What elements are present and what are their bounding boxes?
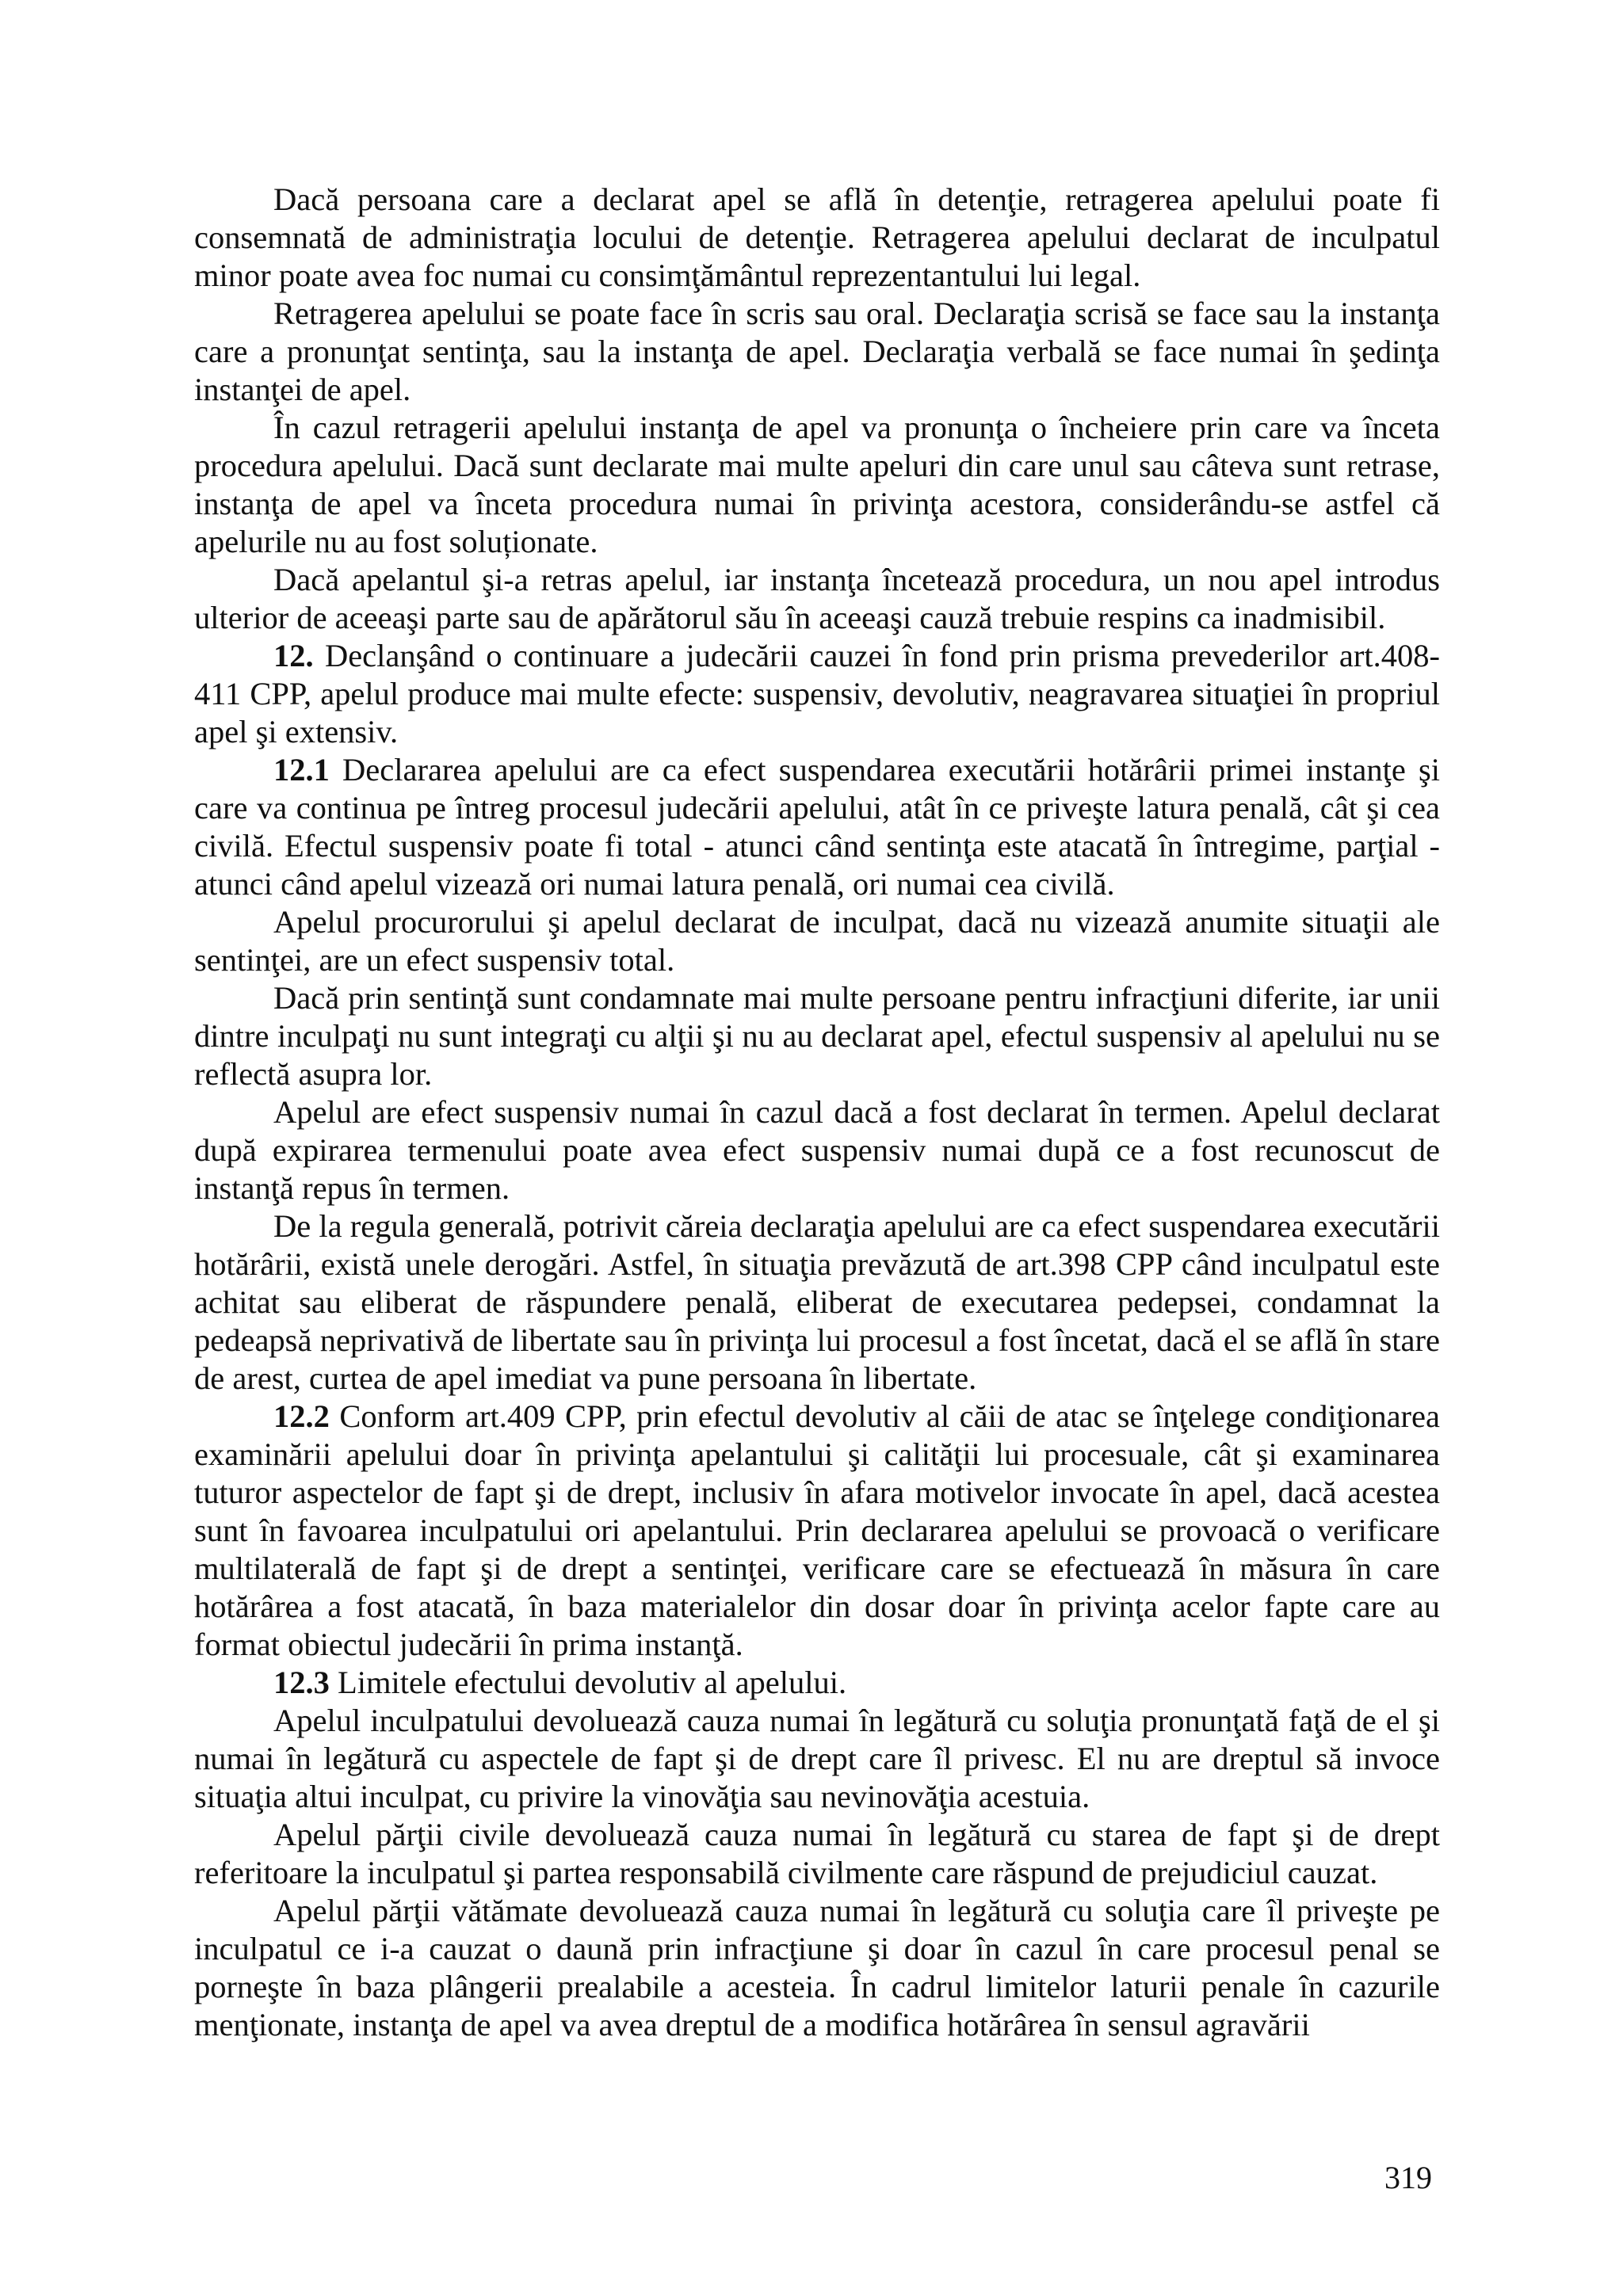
paragraph: [194, 637, 1440, 751]
section-number: 12.3: [273, 1665, 330, 1700]
paragraph: [194, 979, 1440, 1093]
paragraph-text: Limitele efectului devolutiv al apelului.: [329, 1665, 847, 1700]
paragraph-text: Declararea apelului are ca efect suspendarea executării hotărârii primei instanţe şi care va continua pe întreg procesul judecării apelului, atât în ce priveşte latura penală, cât şi cea civilă. Efectul suspensiv poate fi total - atunci când sentinţa este atacată în întregime, parţial - atunci când apelul vizează ori numai latura penală, ori numai cea civilă.: [194, 752, 1440, 902]
page-body: [194, 181, 1440, 2044]
paragraph-text: Dacă persoana care a declarat apel se află în detenţie, retragerea apelului poate fi consemnată de administraţia locului de detenţie. Retragerea apelului declarat de inculpatul minor poate avea foc numai cu consimţământul reprezentantului lui legal.: [194, 181, 1440, 293]
paragraph-text: Retragerea apelului se poate face în scris sau oral. Declaraţia scrisă se face sau la instanţa care a pronunţat sentinţa, sau la instanţa de apel. Declaraţia verbală se face numai în şedinţa instanţei de apel.: [194, 296, 1440, 407]
section-number: 12.1: [273, 752, 330, 788]
paragraph-text: În cazul retragerii apelului instanţa de apel va pronunţa o încheiere prin care va înceta procedura apelului. Dacă sunt declarate mai multe apeluri din care unul sau câteva sunt retrase, instanţa de apel va înceta procedura numai în privinţa acestora, considerându-se astfel că apelurile nu au fost soluționate.: [194, 410, 1440, 559]
paragraph-text: Apelul inculpatului devoluează cauza numai în legătură cu soluţia pronunţată faţă de el şi numai în legătură cu aspectele de fapt şi de drept care îl privesc. El nu are dreptul să invoce situaţia altui inculpat, cu privire la vinovăţia sau nevinovăţia acestuia.: [194, 1703, 1440, 1814]
paragraph-text: Declanşând o continuare a judecării cauzei în fond prin prisma prevederilor art.408-411 CPP, apelul produce mai multe efecte: suspensiv, devolutiv, neagravarea situaţiei în propriul apel şi extensiv.: [194, 638, 1440, 749]
paragraph: [194, 181, 1440, 295]
paragraph: [194, 1702, 1440, 1816]
paragraph: [194, 1398, 1440, 1664]
page-number: 319: [1384, 2160, 1432, 2195]
paragraph: [194, 1207, 1440, 1398]
paragraph-text: Dacă apelantul şi-a retras apelul, iar instanţa încetează procedura, un nou apel introdus ulterior de aceeaşi parte sau de apărătorul său în aceeaşi cauză trebuie respins ca inadmisibil.: [194, 562, 1440, 635]
paragraph-text: Apelul are efect suspensiv numai în cazul dacă a fost declarat în termen. Apelul declarat după expirarea termenului poate avea efect suspensiv numai după ce a fost recunoscut de instanţă repus în termen.: [194, 1094, 1440, 1206]
paragraph: [194, 903, 1440, 979]
paragraph-text: Conform art.409 CPP, prin efectul devolutiv al căii de atac se înţelege condiţionarea examinării apelului doar în privinţa apelantului şi calităţii lui procesuale, cât şi examinarea tuturor aspectelor de fapt şi de drept, inclusiv în afara motivelor invocate în apel, dacă acestea sunt în favoarea inculpatului ori apelantului. Prin declararea apelului se provoacă o verificare multilaterală de fapt şi de drept a sentinţei, verificare care se efectuează în măsura în care hotărârea a fost atacată, în baza materialelor din dosar doar în privinţa acelor fapte care au format obiectul judecării în prima instanţă.: [194, 1398, 1440, 1662]
paragraph: [194, 1892, 1440, 2044]
paragraph: [194, 751, 1440, 903]
paragraph-text: Dacă prin sentinţă sunt condamnate mai multe persoane pentru infracţiuni diferite, iar unii dintre inculpaţi nu sunt integraţi cu alţii şi nu au declarat apel, efectul suspensiv al apelului nu se reflectă asupra lor.: [194, 980, 1440, 1092]
section-number: 12.: [273, 638, 314, 673]
paragraph: [194, 1093, 1440, 1207]
paragraph: [194, 1664, 1440, 1702]
paragraph-text: De la regula generală, potrivit căreia declaraţia apelului are ca efect suspendarea executării hotărârii, există unele derogări. Astfel, în situaţia prevăzută de art.398 CPP când inculpatul este achitat sau eliberat de răspundere penală, eliberat de executarea pedepsei, condamnat la pedeapsă neprivativă de libertate sau în privinţa lui procesul a fost încetat, dacă el se află în stare de arest, curtea de apel imediat va pune persoana în libertate.: [194, 1208, 1440, 1396]
paragraph-text: Apelul părţii civile devoluează cauza numai în legătură cu starea de fapt şi de drept referitoare la inculpatul şi partea responsabilă civilmente care răspund de prejudiciul cauzat.: [194, 1817, 1440, 1890]
paragraph-text: Apelul procurorului şi apelul declarat de inculpat, dacă nu vizează anumite situaţii ale sentinţei, are un efect suspensiv total.: [194, 904, 1440, 978]
paragraph: [194, 295, 1440, 409]
paragraph: [194, 561, 1440, 637]
paragraph: [194, 409, 1440, 561]
paragraph-text: Apelul părţii vătămate devoluează cauza numai în legătură cu soluţia care îl priveşte pe inculpatul ce i-a cauzat o daună prin infracţiune şi doar în cazul în care procesul penal se porneşte în baza plângerii prealabile a acesteia. În cadrul limitelor laturii penale în cazurile menţionate, instanţa de apel va avea dreptul de a modifica hotărârea în sensul agravării: [194, 1893, 1440, 2042]
section-number: 12.2: [273, 1398, 330, 1434]
paragraph: [194, 1816, 1440, 1892]
